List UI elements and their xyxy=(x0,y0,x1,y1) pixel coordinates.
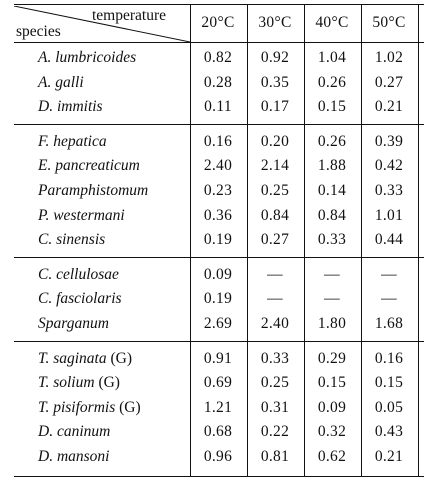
table-row-species xyxy=(38,422,110,442)
species-name: A. lumbricoides xyxy=(38,49,137,66)
table-cell: 0.05 xyxy=(374,398,404,416)
species-name: C. sinensis xyxy=(38,231,106,249)
table-cell: — xyxy=(381,265,397,283)
table-cell: 0.09 xyxy=(317,398,347,416)
bottom-rule xyxy=(14,476,424,477)
header-temperature-label: temperature xyxy=(92,7,167,24)
table-cell: 0.84 xyxy=(317,206,347,224)
table-cell: 1.02 xyxy=(374,49,404,66)
table-cell: 0.17 xyxy=(260,98,290,116)
table-cell: 2.69 xyxy=(203,315,233,332)
species-name: D. mansoni xyxy=(38,448,110,465)
species-tag: (G) xyxy=(94,374,120,392)
table-cell: 0.25 xyxy=(260,182,290,199)
table-cell: 0.16 xyxy=(203,132,233,150)
species-name: D. caninum xyxy=(38,423,111,441)
group-rule xyxy=(14,257,424,258)
table-cell: 0.44 xyxy=(374,231,404,249)
table-cell: 0.39 xyxy=(374,132,404,150)
table-cell: — xyxy=(267,265,283,283)
column-header: 40°C xyxy=(315,14,349,31)
table-cell: 0.28 xyxy=(203,73,233,91)
table-cell: 0.36 xyxy=(203,206,233,224)
table-cell: 0.23 xyxy=(203,182,233,199)
table-cell: 1.88 xyxy=(317,157,347,175)
table-cell: 0.11 xyxy=(204,98,232,116)
species-name: T. solium xyxy=(38,374,95,392)
table-cell: 0.15 xyxy=(317,98,347,116)
header-species-label: species xyxy=(16,23,61,40)
group-rule xyxy=(14,124,424,125)
table-cell: 0.26 xyxy=(317,132,347,150)
table-row-species xyxy=(38,156,140,176)
column-header: 20°C xyxy=(201,14,235,31)
species-name: F. hepatica xyxy=(38,132,107,150)
table-cell: 1.21 xyxy=(203,398,233,416)
species-name: Sparganum xyxy=(38,315,109,332)
column-divider xyxy=(361,4,362,476)
species-name: Paramphistomum xyxy=(38,182,149,199)
table-cell: 1.04 xyxy=(317,49,347,66)
table-cell: 1.01 xyxy=(374,206,404,224)
table-cell: 0.33 xyxy=(260,349,290,367)
table-cell: 0.27 xyxy=(374,73,404,91)
table-cell: 0.19 xyxy=(203,290,233,308)
column-divider xyxy=(190,4,191,476)
table-cell: 0.69 xyxy=(203,374,233,392)
table-cell: 0.35 xyxy=(260,73,290,91)
table-cell: 0.82 xyxy=(203,49,233,66)
table-cell: — xyxy=(267,290,283,308)
group-rule xyxy=(14,341,424,342)
table-row-species xyxy=(38,349,132,369)
table-row-species xyxy=(38,48,136,68)
table-cell: 0.29 xyxy=(317,349,347,367)
table-row-species xyxy=(38,230,105,250)
table-cell: 0.81 xyxy=(260,448,290,465)
species-name: E. pancreaticum xyxy=(38,157,140,175)
table-row-species xyxy=(38,314,109,334)
table-row-species xyxy=(38,206,125,226)
table-cell: 0.25 xyxy=(260,374,290,392)
table-row-species xyxy=(38,181,148,201)
species-name: D. immitis xyxy=(38,98,103,116)
column-divider xyxy=(418,4,419,476)
column-divider xyxy=(247,4,248,476)
table-cell: 2.14 xyxy=(260,157,290,175)
column-header: 50°C xyxy=(372,14,406,31)
species-name: P. westermani xyxy=(38,206,125,224)
header-rule xyxy=(14,42,424,43)
table-cell: 2.40 xyxy=(260,315,290,332)
table-cell: 0.21 xyxy=(374,98,404,116)
table-cell: 0.62 xyxy=(317,448,347,465)
table-cell: 0.09 xyxy=(203,265,233,283)
table-cell: 0.43 xyxy=(374,423,404,441)
table-cell: 0.68 xyxy=(203,423,233,441)
column-header: 30°C xyxy=(258,14,292,31)
table-cell: — xyxy=(381,290,397,308)
top-rule xyxy=(14,4,424,5)
table-cell: 0.19 xyxy=(203,231,233,249)
table-row-species xyxy=(38,398,141,418)
table-cell: 0.96 xyxy=(203,448,233,465)
table-cell: 1.68 xyxy=(374,315,404,332)
column-divider xyxy=(304,4,305,476)
table-cell: 0.84 xyxy=(260,206,290,224)
table-cell: — xyxy=(324,265,340,283)
table-cell: 0.15 xyxy=(317,374,347,392)
table-row-species xyxy=(38,373,120,393)
table-cell: 0.26 xyxy=(317,73,347,91)
table-cell: 0.31 xyxy=(260,398,290,416)
table-row-species xyxy=(38,289,122,309)
table-cell: 0.20 xyxy=(260,132,290,150)
table-row-species xyxy=(38,265,119,285)
species-tag: (G) xyxy=(106,349,133,367)
table-cell: 0.15 xyxy=(374,374,404,392)
table-cell: 0.92 xyxy=(260,49,290,66)
table-cell: 0.33 xyxy=(374,182,404,199)
table-row-species xyxy=(38,97,103,117)
table-cell: 0.16 xyxy=(374,349,404,367)
species-name: T. saginata xyxy=(38,349,107,367)
table-cell: 0.14 xyxy=(317,182,347,199)
table-row-species xyxy=(38,132,107,152)
table-cell: — xyxy=(324,290,340,308)
table-cell: 0.42 xyxy=(374,157,404,175)
species-name: C. fasciolaris xyxy=(38,290,122,308)
table-cell: 2.40 xyxy=(203,157,233,175)
table-cell: 0.91 xyxy=(203,349,233,367)
species-name: C. cellulosae xyxy=(38,265,119,283)
table-cell: 0.33 xyxy=(317,231,347,249)
table-cell: 0.27 xyxy=(260,231,290,249)
table-cell: 0.22 xyxy=(260,423,290,441)
species-name: T. pisiformis xyxy=(38,398,116,416)
table-row-species xyxy=(38,73,84,93)
species-tag: (G) xyxy=(115,398,141,416)
table-cell: 0.32 xyxy=(317,423,347,441)
species-name: A. galli xyxy=(38,73,84,91)
table-cell: 0.21 xyxy=(374,448,404,465)
table-row-species xyxy=(38,447,109,467)
table-cell: 1.80 xyxy=(317,315,347,332)
